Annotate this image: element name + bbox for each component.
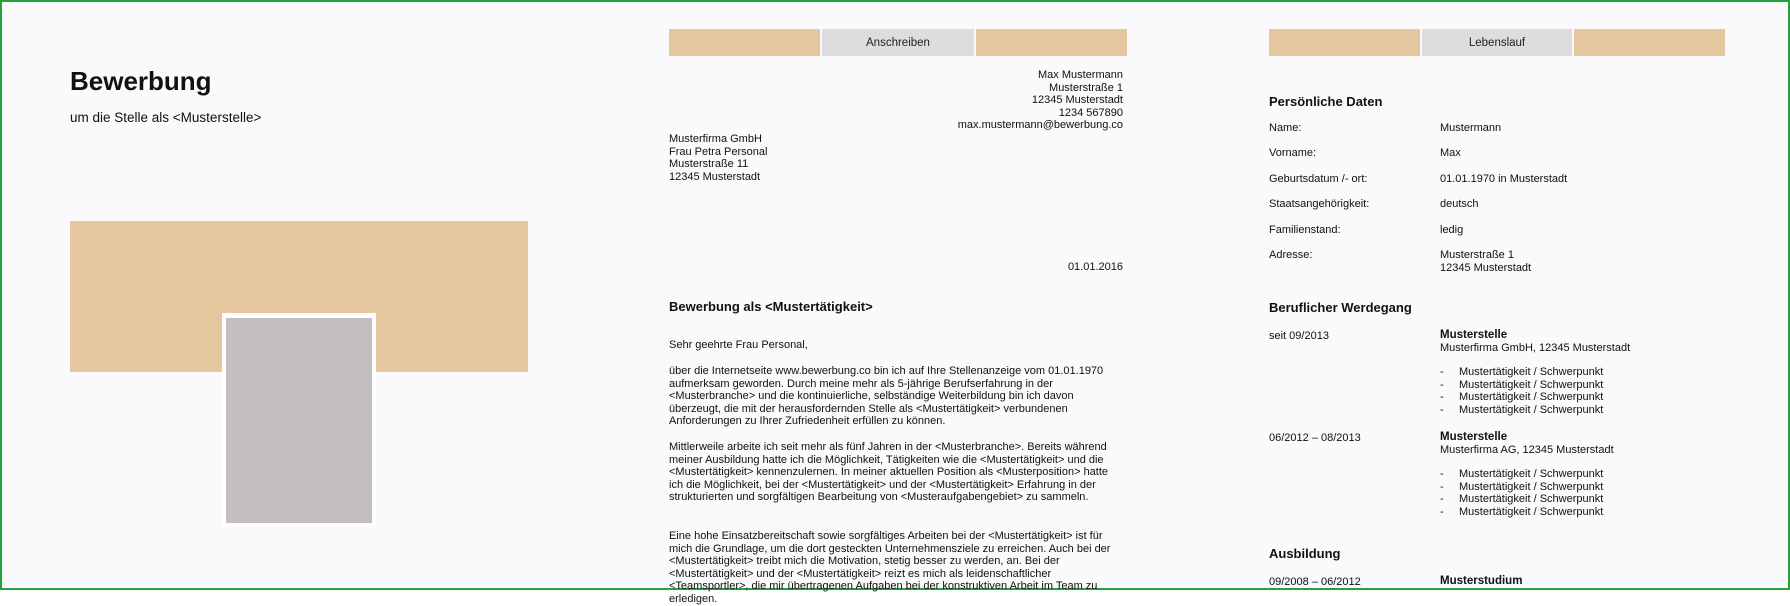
career-period: 06/2012 – 08/2013 xyxy=(1269,432,1361,444)
text-line: mich die Grundlage, um die dort gesteckten Unternehmensziele zu erreichen. Auch bei der xyxy=(669,542,1111,555)
career-title: Musterstelle xyxy=(1440,431,1508,443)
cover-subtitle: um die Stelle als <Musterstelle> xyxy=(70,110,262,125)
education-period: 09/2008 – 06/2012 xyxy=(1269,576,1361,588)
letter-header-label: Anschreiben xyxy=(822,29,973,56)
recipient-line: Musterstraße 11 xyxy=(669,158,749,171)
letter-paragraph xyxy=(669,530,1129,606)
recipient-address xyxy=(669,133,767,183)
letter-salutation: Sehr geehrte Frau Personal, xyxy=(669,339,808,351)
field-value: ledig xyxy=(1440,224,1464,236)
field-value: Max xyxy=(1440,147,1461,159)
sender-address xyxy=(958,69,1123,132)
sender-line: max.mustermann@bewerbung.co xyxy=(957,119,1123,132)
text-line: über die Internetseite www.bewerbung.co bin ich auf Ihre Stellenanzeige vom 01.01.1970 xyxy=(669,365,1104,377)
recipient-line: Musterfirma GmbH xyxy=(669,133,762,145)
field-value: Mustermann xyxy=(1440,122,1502,134)
career-entry xyxy=(1440,329,1630,417)
letter-subject: Bewerbung als <Mustertätigkeit> xyxy=(669,299,873,314)
cv-header-label: Lebenslauf xyxy=(1422,29,1573,56)
list-item: - Mustertätigkeit / Schwerpunkt xyxy=(1440,506,1614,519)
header-bar-segment-left xyxy=(669,29,820,56)
address-line: Musterstraße 1 xyxy=(1440,249,1514,261)
letter-paragraph xyxy=(669,441,1129,504)
career-company: Musterfirma AG, 12345 Musterstadt xyxy=(1440,443,1614,456)
field-label: Familienstand: xyxy=(1269,224,1341,236)
section-heading-career: Beruflicher Werdegang xyxy=(1269,300,1412,315)
list-item: - Mustertätigkeit / Schwerpunkt xyxy=(1440,379,1630,392)
text-line: erledigen. xyxy=(669,592,718,605)
career-entry xyxy=(1440,431,1614,519)
header-bar-segment-left xyxy=(1269,29,1420,56)
text-line: meiner Ausbildung hatte ich die Möglichkeit, Tätigkeiten wie die <Mustertätigkeit> und die xyxy=(669,453,1104,466)
career-period: seit 09/2013 xyxy=(1269,330,1329,342)
career-company: Musterfirma GmbH, 12345 Musterstadt xyxy=(1440,341,1631,354)
education-title: Musterstudium xyxy=(1440,575,1523,587)
section-heading-personal: Persönliche Daten xyxy=(1269,94,1383,109)
recipient-line: 12345 Musterstadt xyxy=(669,170,761,183)
recipient-line: Frau Petra Personal xyxy=(669,145,768,158)
text-line: <Mustertätigkeit> kennenzulernen. In meiner aktuellen Position als <Musterposition> hatte xyxy=(669,466,1109,479)
career-title: Musterstelle xyxy=(1440,329,1508,341)
text-line: aufmerksam geworden. Durch meine mehr als 5-jährige Berufserfahrung in der xyxy=(669,377,1053,390)
text-line: Eine hohe Einsatzbereitschaft sowie sorgfältiges Arbeiten bei der <Mustertätigkeit> ist für xyxy=(669,530,1103,542)
field-value xyxy=(1440,249,1531,274)
career-bullets xyxy=(1440,366,1630,416)
field-label: Name: xyxy=(1269,122,1302,134)
text-line: Anforderungen zu Ihrer Zufriedenheit erfüllen zu können. xyxy=(669,415,946,428)
list-item: - Mustertätigkeit / Schwerpunkt xyxy=(1440,481,1614,494)
text-line: <Mustertätigkeit> treibt mich die Motivation, stetig besser zu werden, an. Bei der xyxy=(669,555,1060,568)
text-line: Mittlerweile arbeite ich seit mehr als fünf Jahren in der <Musterbranche>. Bereits während xyxy=(669,441,1107,453)
field-label: Adresse: xyxy=(1269,249,1313,261)
cv-header-bar xyxy=(1269,29,1725,56)
address-line: 12345 Musterstadt xyxy=(1440,261,1532,274)
cover-title: Bewerbung xyxy=(70,66,212,96)
list-item: - Mustertätigkeit / Schwerpunkt xyxy=(1440,404,1630,417)
header-bar-segment-right xyxy=(976,29,1127,56)
header-bar-segment-right xyxy=(1574,29,1725,56)
field-label: Vorname: xyxy=(1269,147,1317,159)
text-line: <Mustertätigkeit> und der <Mustertätigkeit> reizt es mich als leidenschaftlicher xyxy=(669,567,1052,580)
field-value: deutsch xyxy=(1440,198,1479,210)
text-line: <Teamsportler>, die mir übertragenen Aufgaben bei der konstruktiven Arbeit im Team zu xyxy=(669,580,1098,593)
list-item: - Mustertätigkeit / Schwerpunkt xyxy=(1440,493,1614,506)
list-item: - Mustertätigkeit / Schwerpunkt xyxy=(1440,468,1614,481)
photo-placeholder xyxy=(226,318,372,523)
list-item: - Mustertätigkeit / Schwerpunkt xyxy=(1440,366,1630,379)
sender-line: Musterstraße 1 xyxy=(1049,81,1123,94)
field-label: Staatsangehörigkeit: xyxy=(1269,198,1370,210)
sender-line: 12345 Musterstadt xyxy=(1031,94,1123,107)
sender-line: 1234 567890 xyxy=(1058,106,1123,119)
text-line: <Musterbranche> und die kontinuierliche, selbständige Weiterbildung bin ich davon xyxy=(669,390,1074,403)
letter-date: 01.01.2016 xyxy=(1067,261,1123,273)
text-line: ich die Möglichkeit, bei der <Mustertätigkeit> und der <Mustertätigkeit> Erfahrung in der xyxy=(669,478,1096,491)
text-line: strukturierten und sorgfältigen Bearbeitung von <Musteraufgabengebiet> zu sammeln. xyxy=(669,491,1089,504)
career-bullets xyxy=(1440,468,1614,518)
letter-header-bar xyxy=(669,29,1127,56)
text-line: überzeugt, die mit der herausfordernden Stelle als <Mustertätigkeit> verbundenen xyxy=(669,402,1068,415)
list-item: - Mustertätigkeit / Schwerpunkt xyxy=(1440,391,1630,404)
field-value: 01.01.1970 in Musterstadt xyxy=(1440,173,1568,185)
letter-paragraph xyxy=(669,365,1129,428)
sender-line: Max Mustermann xyxy=(1038,69,1123,81)
section-heading-education: Ausbildung xyxy=(1269,546,1341,561)
field-label: Geburtsdatum /- ort: xyxy=(1269,173,1368,185)
